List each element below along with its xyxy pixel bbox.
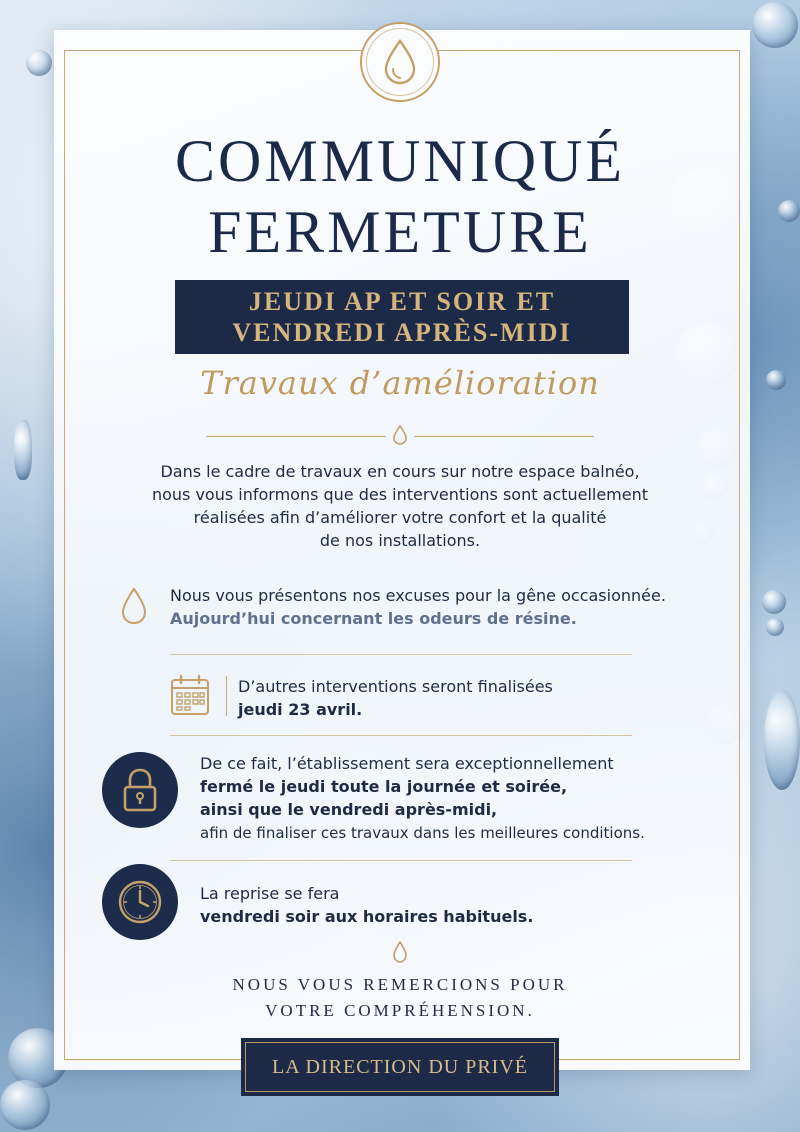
apology-line2: Aujourd’hui concernant les odeurs de résine. [170,609,577,628]
water-bubble [14,420,32,480]
water-bubble [764,690,800,790]
thanks-line2: VOTRE COMPRÉHENSION. [265,1001,535,1020]
section-divider [170,735,632,736]
page-title-line1: COMMUNIQUÉ [175,128,625,194]
divider-left [206,436,386,437]
closure-text [200,752,645,845]
apology-line1: Nous vous présentons nos excuses pour la gêne occasionnée. [170,586,666,605]
drop-icon [392,940,408,964]
closure-line3: ainsi que le vendredi après-midi, [200,800,498,819]
water-bubble [26,50,52,76]
subtitle: Travaux d’amélioration [200,364,600,402]
section-divider [170,860,632,861]
schedule-text [238,675,553,721]
water-bubble [0,1080,50,1130]
schedule-line2: jeudi 23 avril. [238,700,363,719]
lock-badge [102,752,178,828]
signature-text: LA DIRECTION DU PRIVÉ [272,1055,528,1078]
clock-badge [102,864,178,940]
drop-icon [120,586,148,626]
banner-line2: VENDREDI APRÈS-MIDI [232,318,572,347]
drop-icon [392,424,408,446]
clock-icon [116,878,164,926]
reopening-text [200,882,533,928]
closure-line1: De ce fait, l’établissement sera exceptionnellement [200,754,614,773]
signature-plate [241,1038,559,1096]
intro-paragraph [100,460,700,552]
drop-badge [360,22,440,102]
intro-line: de nos installations. [319,531,481,550]
banner-line1: JEUDI AP ET SOIR ET [248,287,556,316]
thanks-message [0,972,800,1024]
water-bubble [766,618,784,636]
reopening-line2: vendredi soir aux horaires habituels. [200,907,534,926]
reopening-line1: La reprise se fera [200,884,340,903]
section-divider [170,654,632,655]
closure-line4: afin de finaliser ces travaux dans les meilleures conditions. [200,824,645,842]
vertical-separator [226,676,227,716]
intro-line: Dans le cadre de travaux en cours sur notre espace balnéo, [160,462,640,481]
lock-icon [120,767,160,813]
schedule-line1: D’autres interventions seront finalisées [238,677,553,696]
closure-banner [175,280,629,354]
intro-line: réalisées afin d’améliorer votre confort et la qualité [193,508,607,527]
drop-icon [380,37,420,87]
calendar-icon [170,674,210,716]
apology-text [170,584,666,630]
divider-right [414,436,594,437]
intro-line: nous vous informons que des interventions sont actuellement [151,485,649,504]
water-bubble [762,590,786,614]
closure-line2: fermé le jeudi toute la journée et soirée, [200,777,568,796]
thanks-line1: NOUS VOUS REMERCIONS POUR [232,975,568,994]
page-title-line2: FERMETURE [208,199,592,265]
water-bubble [752,2,798,48]
